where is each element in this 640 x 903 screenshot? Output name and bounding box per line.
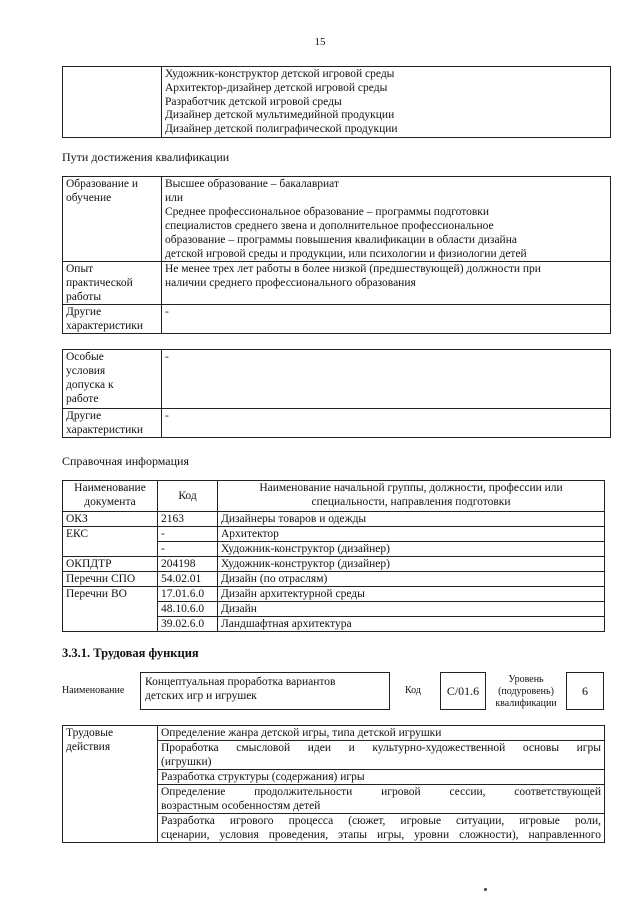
action-line: Определение продолжительности игровой сессии, соответствующей — [161, 786, 601, 798]
experience-line: Не менее трех лет работы в более низкой (предшествующей) должности при — [165, 263, 541, 275]
occupation-item: Дизайнер детской мультимедийной продукции — [165, 109, 395, 122]
occupation-item: Дизайнер детской полиграфической продукции — [165, 123, 398, 136]
action-line: (игрушки) — [161, 756, 212, 768]
education-label: Образование и обучение — [63, 177, 162, 262]
function-title: 3.3.1. Трудовая функция — [62, 646, 199, 660]
access-other-label-line: характеристики — [66, 424, 144, 436]
header-line: Наименование начальной группы, должности, профессии или — [259, 482, 563, 494]
reference-name: Дизайн архитектурной среды — [218, 587, 605, 602]
experience-value — [162, 262, 611, 305]
reference-header-code: Код — [158, 481, 218, 512]
reference-code: 204198 — [158, 557, 218, 572]
access-label-line: условия — [66, 365, 106, 377]
function-name-line: детских игр и игрушек — [145, 690, 257, 702]
action-line: возрастным особенностям детей — [161, 800, 321, 812]
education-line: или — [165, 192, 184, 204]
function-name-line: Концептуальная проработка вариантов — [145, 676, 336, 688]
table-row — [63, 726, 605, 741]
reference-name: Ландшафтная архитектура — [218, 617, 605, 632]
table-row — [63, 557, 605, 572]
experience-label-line: Опыт — [66, 263, 94, 275]
experience-label — [63, 262, 162, 305]
education-line: Высшее образование – бакалавриат — [165, 178, 339, 190]
reference-header-doc — [63, 481, 158, 512]
reference-name: Дизайнеры товаров и одежды — [218, 512, 605, 527]
reference-code: - — [158, 527, 218, 542]
table-row — [63, 572, 605, 587]
reference-name: Дизайн — [218, 602, 605, 617]
action-line: сценарии, условия проведения, этапы игры, уровни сложности), направленного — [161, 829, 601, 841]
education-line: детской игровой среды и продукции, или психологии и физиологии детей — [165, 248, 527, 260]
paths-table — [62, 176, 611, 334]
table-row — [63, 587, 605, 602]
level-label-line: Уровень — [508, 674, 544, 685]
level-label-line: (подуровень) — [498, 686, 554, 697]
access-label-line: Особые — [66, 351, 104, 363]
actions-table — [62, 725, 605, 843]
reference-name: Художник-конструктор (дизайнер) — [218, 542, 605, 557]
paths-other-label — [63, 305, 162, 334]
paths-other-value: - — [162, 305, 611, 334]
reference-name: Архитектор — [218, 527, 605, 542]
reference-name: Дизайн (по отраслям) — [218, 572, 605, 587]
experience-label-line: работы — [66, 291, 102, 303]
access-conditions-label — [63, 350, 162, 409]
reference-doc: ОКПДТР — [63, 557, 158, 572]
function-code-value: С/01.6 — [440, 672, 486, 710]
reference-code: 17.01.6.0 — [158, 587, 218, 602]
paths-title: Пути достижения квалификации — [62, 150, 230, 164]
education-line: специалистов среднего звена и дополнительное профессиональное — [165, 220, 494, 232]
reference-code: - — [158, 542, 218, 557]
action-item — [158, 770, 605, 785]
action-line: Разработка игрового процесса (сюжет, игровые ситуации, игровые роли, — [161, 815, 601, 827]
level-label-line: квалификации — [495, 698, 557, 709]
access-other-value: - — [162, 409, 611, 438]
reference-name: Художник-конструктор (дизайнер) — [218, 557, 605, 572]
reference-doc: ЕКС — [63, 527, 158, 557]
page-number: 15 — [314, 36, 326, 48]
function-code-label: Код — [405, 685, 421, 696]
experience-line: наличии среднего профессионального образования — [165, 277, 416, 289]
table-row — [63, 512, 605, 527]
reference-doc: Перечни СПО — [63, 572, 158, 587]
reference-doc: Перечни ВО — [63, 587, 158, 632]
reference-title: Справочная информация — [62, 454, 189, 468]
action-line: Определение жанра детской игры, типа детской игрушки — [161, 727, 442, 739]
access-conditions-value: - — [162, 350, 611, 409]
experience-label-line: практической — [66, 277, 133, 289]
occupations-table — [62, 66, 611, 138]
function-name-label: Наименование — [62, 685, 125, 696]
reference-code: 39.02.6.0 — [158, 617, 218, 632]
header-line: специальности, направления подготовки — [311, 496, 511, 508]
occupation-item: Разработчик детской игровой среды — [165, 95, 342, 108]
access-label-line: работе — [66, 393, 99, 405]
reference-code: 2163 — [158, 512, 218, 527]
action-line: Проработка смысловой идеи и культурно-художественной основы игры — [161, 742, 601, 754]
occupations-list — [162, 67, 611, 138]
function-name-box — [140, 672, 390, 710]
paths-other-label-line: Другие — [66, 306, 102, 318]
occupations-label-cell — [63, 67, 162, 138]
function-level-label — [492, 674, 560, 710]
action-item — [158, 785, 605, 814]
action-item — [158, 741, 605, 770]
action-item — [158, 814, 605, 843]
reference-code: 48.10.6.0 — [158, 602, 218, 617]
reference-code: 54.02.01 — [158, 572, 218, 587]
education-value — [162, 177, 611, 262]
occupation-item: Архитектор-дизайнер детской игровой среды — [165, 81, 388, 94]
action-item — [158, 726, 605, 741]
actions-label: Трудовые действия — [63, 726, 158, 843]
function-level-value: 6 — [566, 672, 604, 710]
occupation-item: Художник-конструктор детской игровой среды — [165, 68, 395, 80]
table-row — [63, 527, 605, 542]
education-line: образование – программы повышения квалификации в области дизайна — [165, 234, 517, 246]
access-table — [62, 349, 611, 438]
paths-other-label-line: характеристики — [66, 320, 144, 332]
education-line: Среднее профессиональное образование – программы подготовки — [165, 206, 490, 218]
access-other-label-line: Другие — [66, 410, 102, 422]
reference-header-name — [218, 481, 605, 512]
header-line: документа — [84, 496, 136, 508]
scan-speck — [484, 888, 487, 891]
access-label-line: допуска к — [66, 379, 114, 391]
header-line: Наименование — [74, 482, 146, 494]
reference-table — [62, 480, 605, 632]
action-line: Разработка структуры (содержания) игры — [161, 771, 365, 783]
access-other-label — [63, 409, 162, 438]
reference-doc: ОКЗ — [63, 512, 158, 527]
